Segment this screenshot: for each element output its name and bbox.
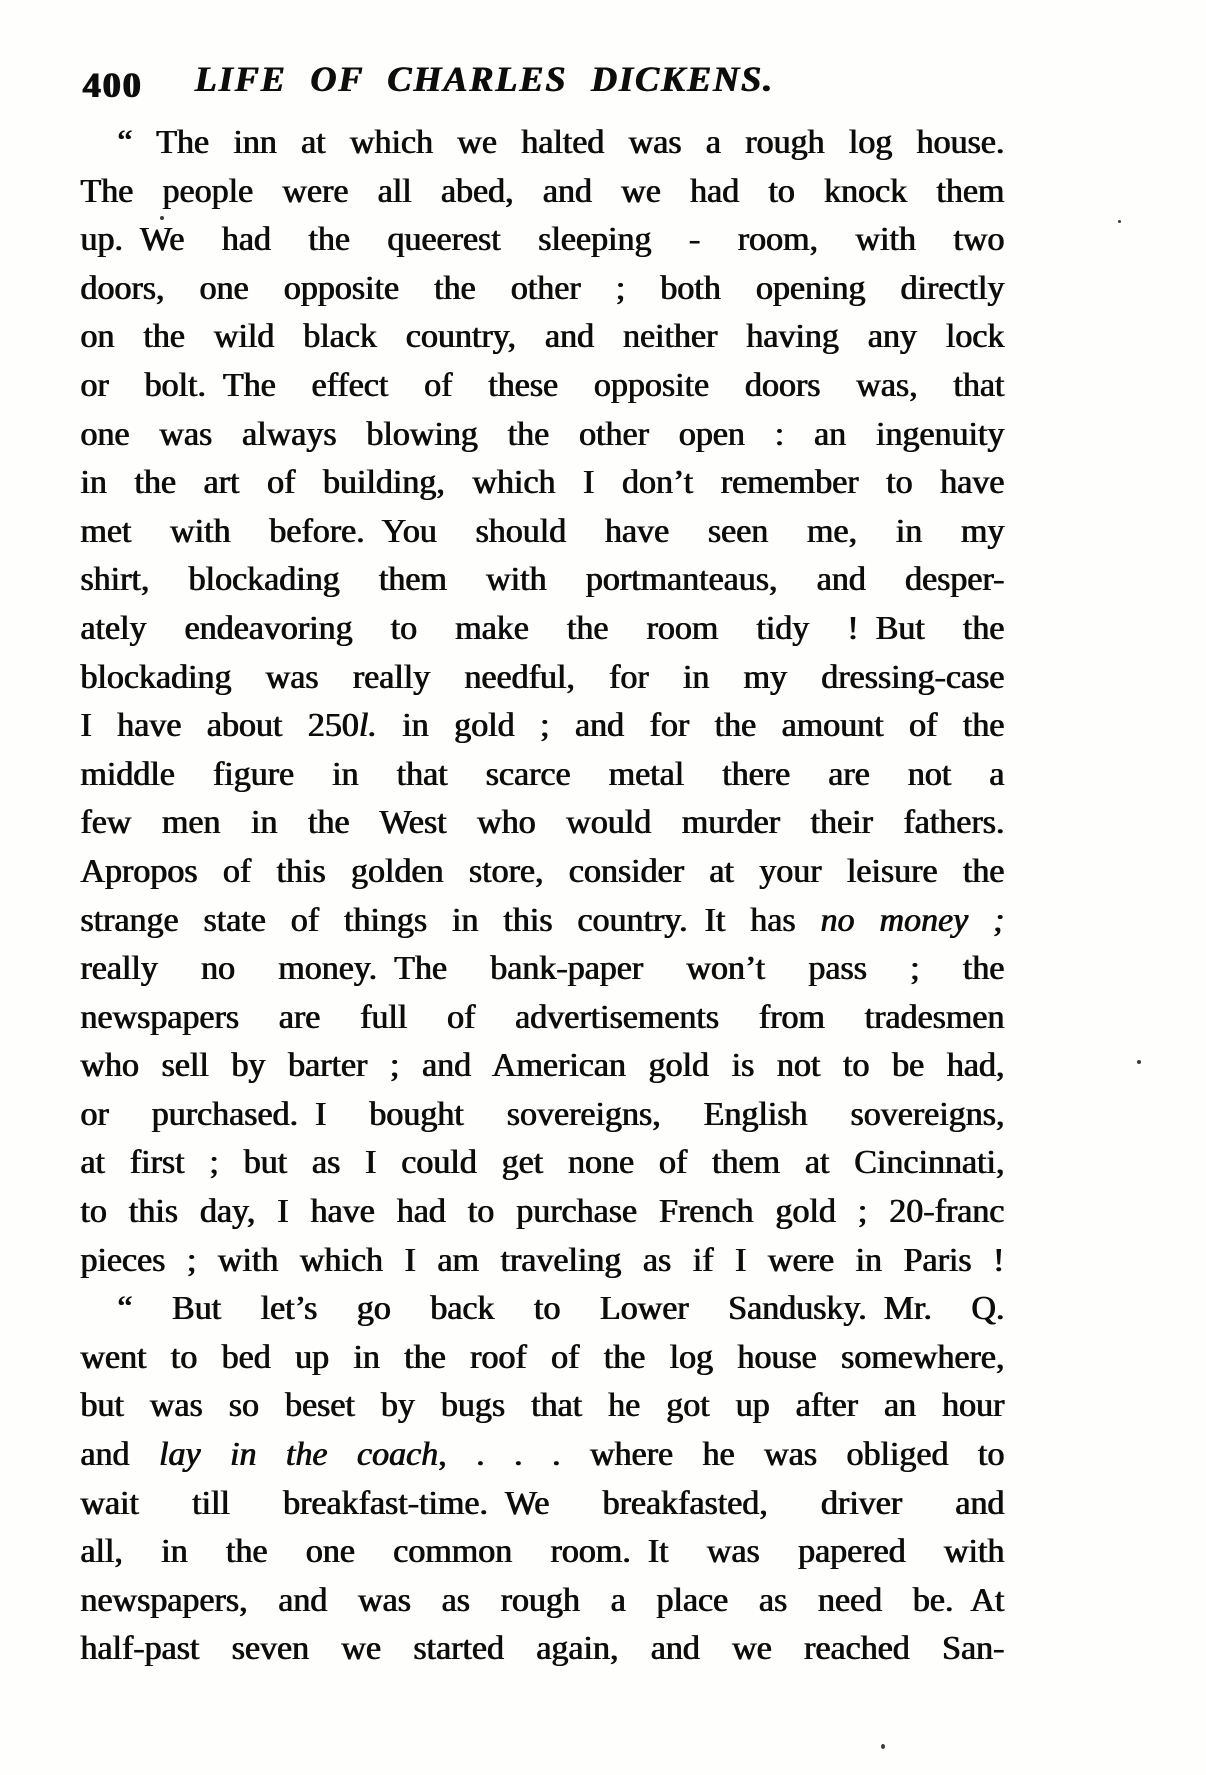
text-line	[80, 751, 1004, 800]
text-segment: up. We had the queerest sleeping - room, with two	[80, 221, 1004, 259]
text-line	[80, 508, 1004, 557]
text-segment: blockading was really needful, for in my dressing-case	[80, 658, 1004, 696]
text-segment: went to bed up in the roof of the log house somewhere,	[80, 1338, 1004, 1376]
text-segment: “ The inn at which we halted was a rough log house.	[117, 124, 1004, 161]
text-line	[80, 1285, 1004, 1334]
text-line	[80, 265, 1004, 314]
text-segment: and	[80, 1436, 159, 1474]
italic-text-segment: no money ;	[820, 901, 1005, 939]
text-line	[80, 897, 1004, 946]
text-line	[80, 1188, 1004, 1237]
scan-speck	[160, 216, 164, 220]
text-line	[80, 459, 1004, 508]
text-segment: one was always blowing the other open : an ingenuity	[80, 415, 1004, 453]
text-segment: really no money. The bank-paper won’t pass ; the	[80, 950, 1004, 988]
text-line	[80, 119, 1004, 168]
text-segment: or bolt. The effect of these opposite doors was, that	[80, 366, 1004, 404]
text-line	[80, 1480, 1004, 1529]
scan-speck	[1137, 1060, 1141, 1064]
text-segment: strange state of things in this country. It has	[80, 901, 821, 939]
running-header	[80, 56, 1004, 105]
text-segment: “ But let’s go back to Lower Sandusky. Mr. Q.	[117, 1290, 1004, 1328]
text-segment: half-past seven we started again, and we reached San-	[80, 1630, 1004, 1668]
text-line	[80, 1091, 1004, 1140]
text-segment: on the wild black country, and neither having any lock	[80, 318, 1004, 356]
text-line	[80, 1431, 1004, 1480]
scan-speck	[1118, 220, 1121, 223]
text-segment: in the art of building, which I don’t remember to have	[80, 464, 1004, 502]
text-segment: The people were all abed, and we had to knock them	[80, 172, 1004, 210]
text-segment: newspapers are full of advertisements from tradesmen	[80, 998, 1004, 1036]
text-line	[80, 654, 1004, 703]
text-segment: but was so beset by bugs that he got up after an hour	[80, 1387, 1004, 1425]
scan-speck	[881, 1744, 885, 1749]
text-segment: at first ; but as I could get none of them at Cincinnati,	[80, 1144, 1004, 1182]
text-line	[80, 1139, 1004, 1188]
text-segment: all, in the one common room. It was papered with	[80, 1533, 1004, 1571]
text-line	[80, 1577, 1004, 1626]
text-segment: to this day, I have had to purchase French gold ; 20-franc	[80, 1193, 1004, 1231]
text-segment: , . . . where he was obliged to	[437, 1436, 1004, 1474]
text-line	[80, 168, 1004, 217]
text-segment: met with before. You should have seen me, in my	[80, 512, 1004, 550]
text-segment: Apropos of this golden store, consider at your leisure the	[80, 852, 1004, 890]
text-line	[80, 556, 1004, 605]
page-number: 400	[82, 65, 142, 105]
text-segment: in gold ; and for the amount of the	[376, 707, 1004, 745]
running-title: LIFE OF CHARLES DICKENS.	[194, 59, 774, 99]
text-line	[80, 362, 1004, 411]
text-line	[80, 313, 1004, 362]
text-segment: who sell by barter ; and American gold is not to be had,	[80, 1047, 1004, 1085]
text-segment: pieces ; with which I am traveling as if I were in Paris !	[80, 1241, 1004, 1279]
text-line	[80, 1237, 1004, 1286]
text-segment: doors, one opposite the other ; both opening directly	[80, 269, 1004, 307]
text-line	[80, 994, 1004, 1043]
text-segment: few men in the West who would murder their fathers.	[80, 804, 1004, 842]
text-line	[80, 411, 1004, 460]
text-line	[80, 1382, 1004, 1431]
text-segment: shirt, blockading them with portmanteaus, and desper-	[80, 561, 1004, 599]
italic-text-segment: lay in the coach	[158, 1436, 438, 1474]
text-line	[80, 216, 1004, 265]
text-segment: middle figure in that scarce metal there are not a	[80, 755, 1004, 793]
text-line	[80, 702, 1004, 751]
text-line	[80, 1625, 1004, 1674]
body-text	[80, 119, 1004, 1674]
text-line	[80, 1334, 1004, 1383]
text-segment: I have about 250	[80, 707, 359, 745]
text-line	[80, 1042, 1004, 1091]
text-segment: ately endeavoring to make the room tidy ! But the	[80, 609, 1004, 647]
text-line	[80, 1528, 1004, 1577]
text-line	[80, 945, 1004, 994]
text-line	[80, 799, 1004, 848]
text-line	[80, 848, 1004, 897]
text-segment: wait till breakfast-time. We breakfasted, driver and	[80, 1484, 1004, 1522]
text-line	[80, 605, 1004, 654]
text-segment: newspapers, and was as rough a place as need be. At	[80, 1581, 1004, 1619]
italic-text-segment: l.	[358, 707, 377, 745]
text-segment: or purchased. I bought sovereigns, English sovereigns,	[80, 1095, 1004, 1133]
